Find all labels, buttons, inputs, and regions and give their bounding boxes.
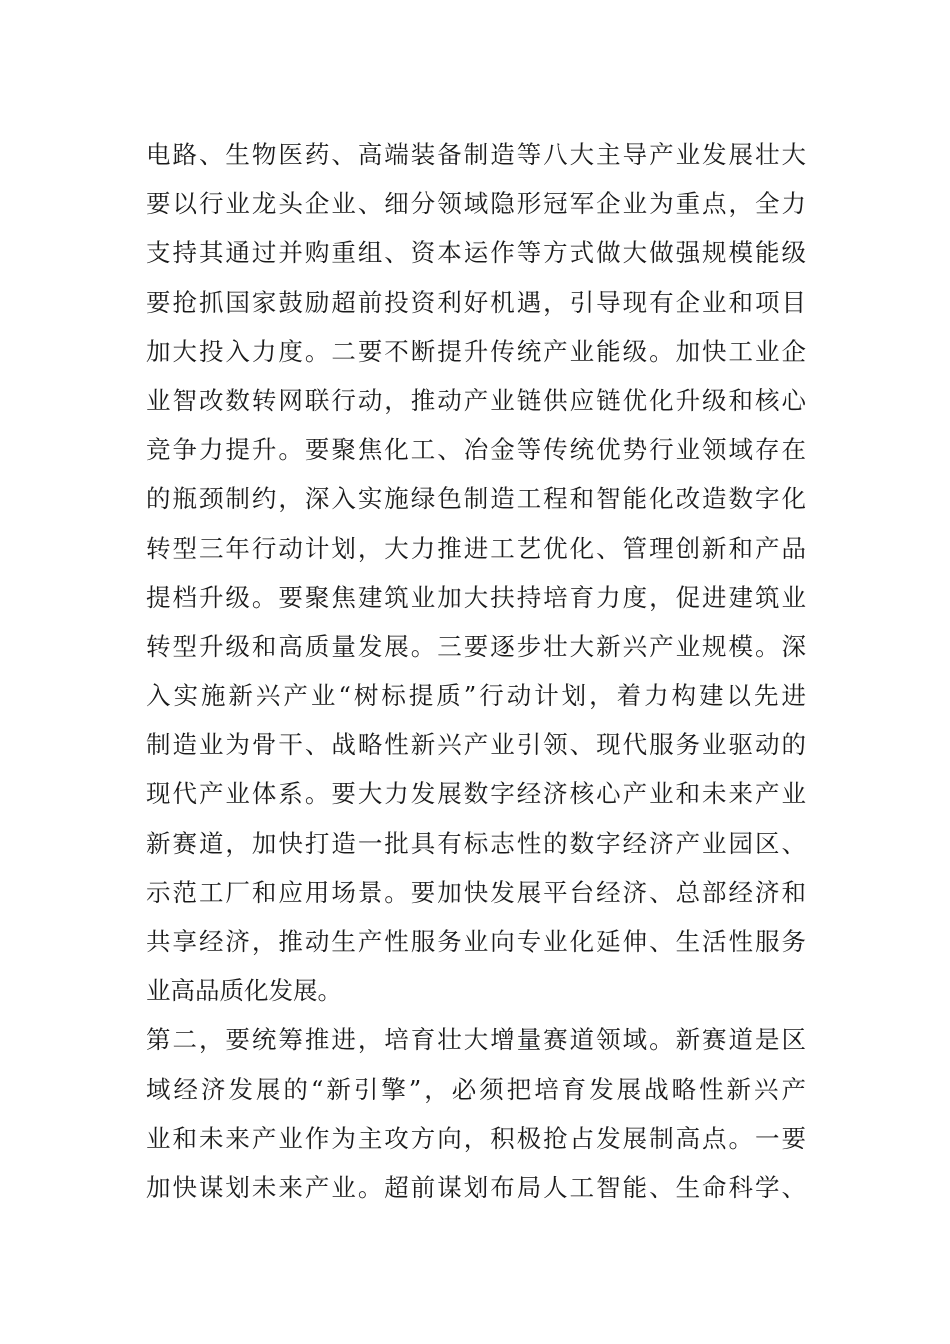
text-line-22: 加快谋划未来产业。超前谋划布局人工智能、生命科学、 [146, 1172, 806, 1202]
document-body [146, 130, 806, 1212]
text-line-2: 要以行业龙头企业、细分领域隐形冠军企业为重点，全力 [146, 189, 806, 219]
text-line-6: 业智改数转网联行动，推动产业链供应链优化升级和核心 [146, 385, 806, 415]
text-line-10: 提档升级。要聚焦建筑业加大扶持培育力度，促进建筑业 [146, 582, 806, 612]
text-line-11: 转型升级和高质量发展。三要逐步壮大新兴产业规模。深 [146, 631, 806, 661]
text-line-14: 现代产业体系。要大力发展数字经济核心产业和未来产业 [146, 779, 806, 809]
text-line-15: 新赛道，加快打造一批具有标志性的数字经济产业园区、 [146, 828, 806, 858]
text-line-17: 共享经济，推动生产性服务业向专业化延伸、生活性服务 [146, 927, 806, 956]
text-line-8: 的瓶颈制约，深入实施绿色制造工程和智能化改造数字化 [146, 484, 806, 514]
text-line-16: 示范工厂和应用场景。要加快发展平台经济、总部经济和 [146, 877, 806, 907]
text-line-1: 电路、生物医药、高端装备制造等八大主导产业发展壮大 [146, 140, 806, 169]
text-line-20: 域经济发展的“新引擎”，必须把培育发展战略性新兴产 [146, 1074, 806, 1104]
text-line-13: 制造业为骨干、战略性新兴产业引领、现代服务业驱动的 [146, 730, 806, 760]
text-line-19: 第二，要统筹推进，培育壮大增量赛道领域。新赛道是区 [146, 1025, 806, 1055]
text-line-9: 转型三年行动计划，大力推进工艺优化、管理创新和产品 [146, 533, 806, 563]
text-line-21: 业和未来产业作为主攻方向，积极抢占发展制高点。一要 [146, 1123, 806, 1153]
text-line-3: 支持其通过并购重组、资本运作等方式做大做强规模能级 [146, 238, 806, 268]
text-line-12: 入实施新兴产业“树标提质”行动计划，着力构建以先进 [146, 681, 806, 711]
text-line-18: 业高品质化发展。 [146, 976, 342, 1006]
text-line-4: 要抢抓国家鼓励超前投资利好机遇，引导现有企业和项目 [146, 287, 806, 317]
text-line-7: 竞争力提升。要聚焦化工、冶金等传统优势行业领域存在 [146, 435, 806, 465]
text-line-5: 加大投入力度。二要不断提升传统产业能级。加快工业企 [146, 336, 806, 366]
